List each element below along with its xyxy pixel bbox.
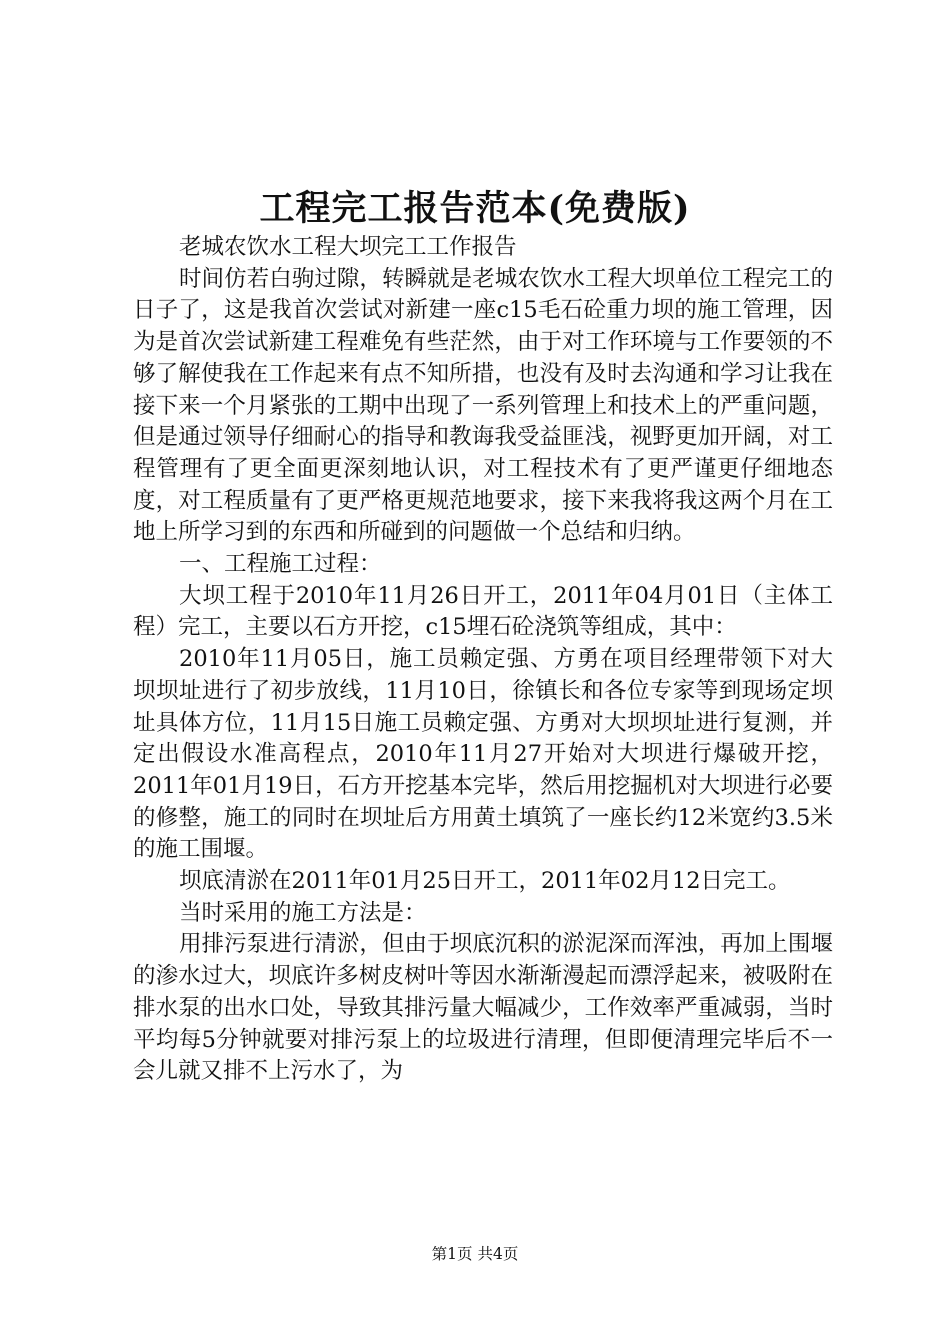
paragraph-excavation: 2010年11月05日，施工员赖定强、方勇在项目经理带领下对大坝坝址进行了初步放线，11月10日，徐镇长和各位专家等到现场定坝址具体方位，11月15日施工员赖定强、方勇对大坝坝址进行复测，并定出假设水准高程点，2010年11月27开始对大坝进行爆破开挖，2011年01月19日，石方开挖基本完毕，然后用挖掘机对大坝进行必要的修整，施工的同时在坝址后方用黄土填筑了一座长约12米宽约3.5米的施工围堰。	[133, 646, 833, 863]
report-subtitle: 老城农饮水工程大坝完工工作报告	[179, 234, 517, 260]
paragraph-method: 用排污泵进行清淤，但由于坝底沉积的淤泥深而浑浊，再加上围堰的渗水过大，坝底许多树皮树叶等因水渐渐漫起而漂浮起来，被吸附在排水泵的出水口处，导致其排污量大幅减少，工作效率严重减弱，当时平均每5分钟就要对排污泵上的垃圾进行清理，但即便清理完毕后不一会儿就又排不上污水了，为	[133, 931, 833, 1085]
document-title: 工程完工报告范本(免费版)	[259, 188, 691, 229]
paragraph-dredging: 坝底清淤在2011年01月25日开工，2011年02月12日完工。	[179, 868, 791, 895]
document-body	[133, 232, 833, 1088]
paragraph-intro: 时间仿若白驹过隙，转瞬就是老城农饮水工程大坝单位工程完工的日子了，这是我首次尝试对新建一座c15毛石砼重力坝的施工管理，因为是首次尝试新建工程难免有些茫然，由于对工作环境与工作要领的不够了解使我在工作起来有点不知所措，也没有及时去沟通和学习让我在接下来一个月紧张的工期中出现了一系列管理上和技术上的严重问题，但是通过领导仔细耐心的指导和教诲我受益匪浅，视野更加开阔，对工程管理有了更全面更深刻地认识，对工程技术有了更严谨更仔细地态度，对工程质量有了更严格更规范地要求，接下来我将我这两个月在工地上所学习到的东西和所碰到的问题做一个总结和归纳。	[133, 265, 833, 546]
paragraph-method-heading: 当时采用的施工方法是：	[179, 899, 427, 926]
section-heading: 一、工程施工过程：	[179, 551, 382, 578]
page-footer: 第1页 共4页	[431, 1245, 519, 1263]
paragraph-schedule: 大坝工程于2010年11月26日开工，2011年04月01日（主体工程）完工，主要以石方开挖，c15埋石砼浇筑等组成，其中：	[133, 582, 833, 641]
